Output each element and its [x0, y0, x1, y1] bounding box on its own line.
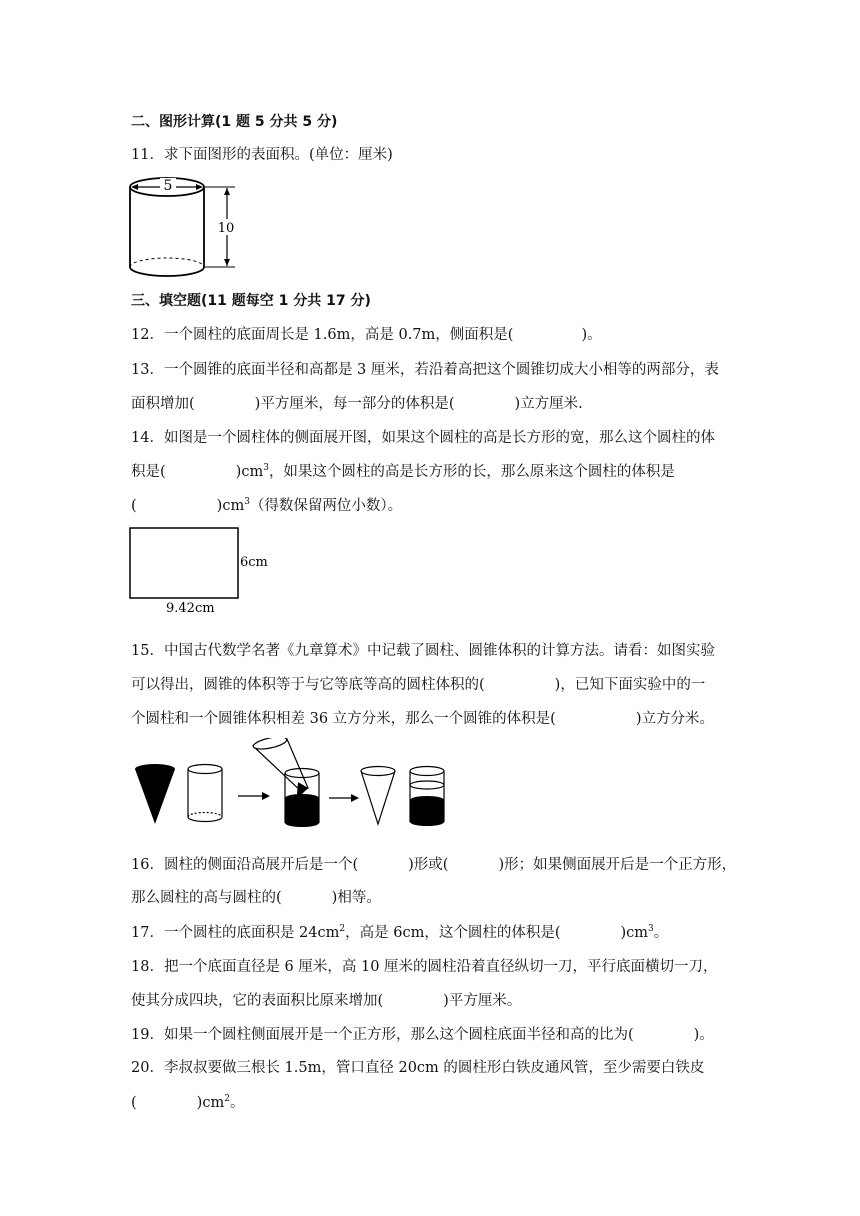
q20-sup: 2	[224, 1094, 230, 1104]
q16-text-a: 16．圆柱的侧面沿高展开后是一个(	[131, 857, 359, 873]
question-20-line1: 20．李叔叔要做三根长 1.5m，管口直径 20cm 的圆柱形白铁皮通风管，至少需要白铁皮	[131, 1060, 705, 1076]
q16-text-b: )形或(	[408, 857, 449, 873]
section-heading-2: 二、图形计算(1 题 5 分共 5 分)	[131, 114, 338, 130]
q17-text-b: ，高是 6cm，这个圆柱的体积是(	[345, 925, 561, 941]
q16-text-d: 那么圆柱的高与圆柱的(	[131, 890, 282, 906]
question-14-line2	[131, 462, 675, 482]
section-heading-3: 三、填空题(11 题每空 1 分共 17 分)	[131, 293, 371, 309]
question-19	[131, 1025, 714, 1045]
q20-text-c: 。	[229, 1095, 245, 1111]
q19-text-b: )。	[693, 1027, 714, 1043]
question-13-line1: 13．一个圆锥的底面半径和高都是 3 厘米，若沿着高把这个圆锥切成大小相等的两部分，表	[131, 362, 719, 378]
question-11: 11．求下面图形的表面积。(单位：厘米)	[131, 147, 393, 163]
question-18-line1: 18．把一个底面直径是 6 厘米，高 10 厘米的圆柱沿着直径纵切一刀，平行底面横切一刀，	[131, 959, 718, 975]
q14-text-c: ，如果这个圆柱的高是长方形的长，那么原来这个圆柱的体积是	[268, 464, 675, 480]
arrow-2-icon	[329, 794, 359, 802]
q19-text-a: 19．如果一个圆柱侧面展开是一个正方形，那么这个圆柱底面半径和高的比为(	[131, 1027, 634, 1043]
question-13-line2	[131, 394, 583, 414]
q18-text-a: 使其分成四块，它的表面积比原来增加(	[131, 993, 384, 1009]
partially-filled-cylinder	[410, 767, 444, 827]
question-17	[131, 923, 668, 943]
q14-sup-2: 3	[244, 497, 250, 507]
q14-text-a: 积是(	[131, 464, 166, 480]
q14-text-d: (	[131, 498, 137, 514]
question-15-line1: 15．中国古代数学名著《九章算术》中记载了圆柱、圆锥体积的计算方法。请看：如图实验	[131, 643, 715, 659]
question-16-line1	[131, 855, 736, 875]
q17-sup-1: 2	[339, 924, 346, 934]
question-18-line2	[131, 991, 521, 1011]
question-15-line3	[131, 709, 714, 729]
experiment-figure	[130, 738, 460, 830]
rectangle-width-label: 9.42cm	[166, 601, 215, 616]
q18-text-b: )平方厘米。	[443, 993, 522, 1009]
rectangle-height-label: 6cm	[240, 555, 268, 570]
q12-text-a: 12．一个圆柱的底面周长是 1.6m，高是 0.7m，侧面积是(	[131, 327, 514, 343]
question-16-line2	[131, 888, 381, 908]
q14-text-f: （得数保留两位小数）。	[249, 498, 403, 514]
q13-text-c: )立方厘米.	[514, 396, 583, 412]
question-15-line2	[131, 675, 705, 695]
q17-text-a: 17．一个圆柱的底面积是 24cm	[131, 925, 340, 941]
cylinder-height-label: 10	[217, 221, 235, 236]
cylinder-diameter-label: 5	[163, 178, 173, 194]
filled-cone	[135, 764, 175, 824]
q17-text-d: 。	[653, 925, 669, 941]
q13-text-a: 面积增加(	[131, 396, 195, 412]
q13-text-b: )平方厘米，每一部分的体积是(	[254, 396, 455, 412]
q14-sup-1: 3	[263, 463, 269, 473]
question-12	[131, 325, 602, 345]
question-14-line1: 14．如图是一个圆柱体的侧面展开图，如果这个圆柱的高是长方形的宽，那么这个圆柱的体	[131, 430, 715, 446]
q15-text-c: 个圆柱和一个圆锥体积相差 36 立方分米，那么一个圆锥的体积是(	[131, 711, 556, 727]
cylinder-figure	[125, 172, 240, 282]
question-20-line2	[131, 1093, 244, 1113]
q17-text-c: )cm	[620, 925, 649, 941]
q16-text-e: )相等。	[331, 890, 381, 906]
q20-text-b: )cm	[196, 1095, 225, 1111]
q15-text-b: )，已知下面实验中的一	[554, 677, 706, 693]
empty-cone	[361, 767, 395, 825]
q14-text-b: )cm	[235, 464, 264, 480]
q14-text-e: )cm	[216, 498, 245, 514]
q16-text-c: )形；如果侧面展开后是一个正方形，	[498, 857, 737, 873]
arrow-1-icon	[238, 792, 270, 800]
q15-text-a: 可以得出，圆锥的体积等于与它等底等高的圆柱体积的(	[131, 677, 485, 693]
q15-text-d: )立方分米。	[635, 711, 714, 727]
rectangle-figure	[128, 526, 278, 618]
q12-text-b: )。	[581, 327, 602, 343]
empty-cylinder	[188, 765, 222, 822]
question-14-line3	[131, 496, 402, 516]
q17-sup-2: 3	[648, 924, 654, 934]
q20-text-a: (	[131, 1095, 137, 1111]
